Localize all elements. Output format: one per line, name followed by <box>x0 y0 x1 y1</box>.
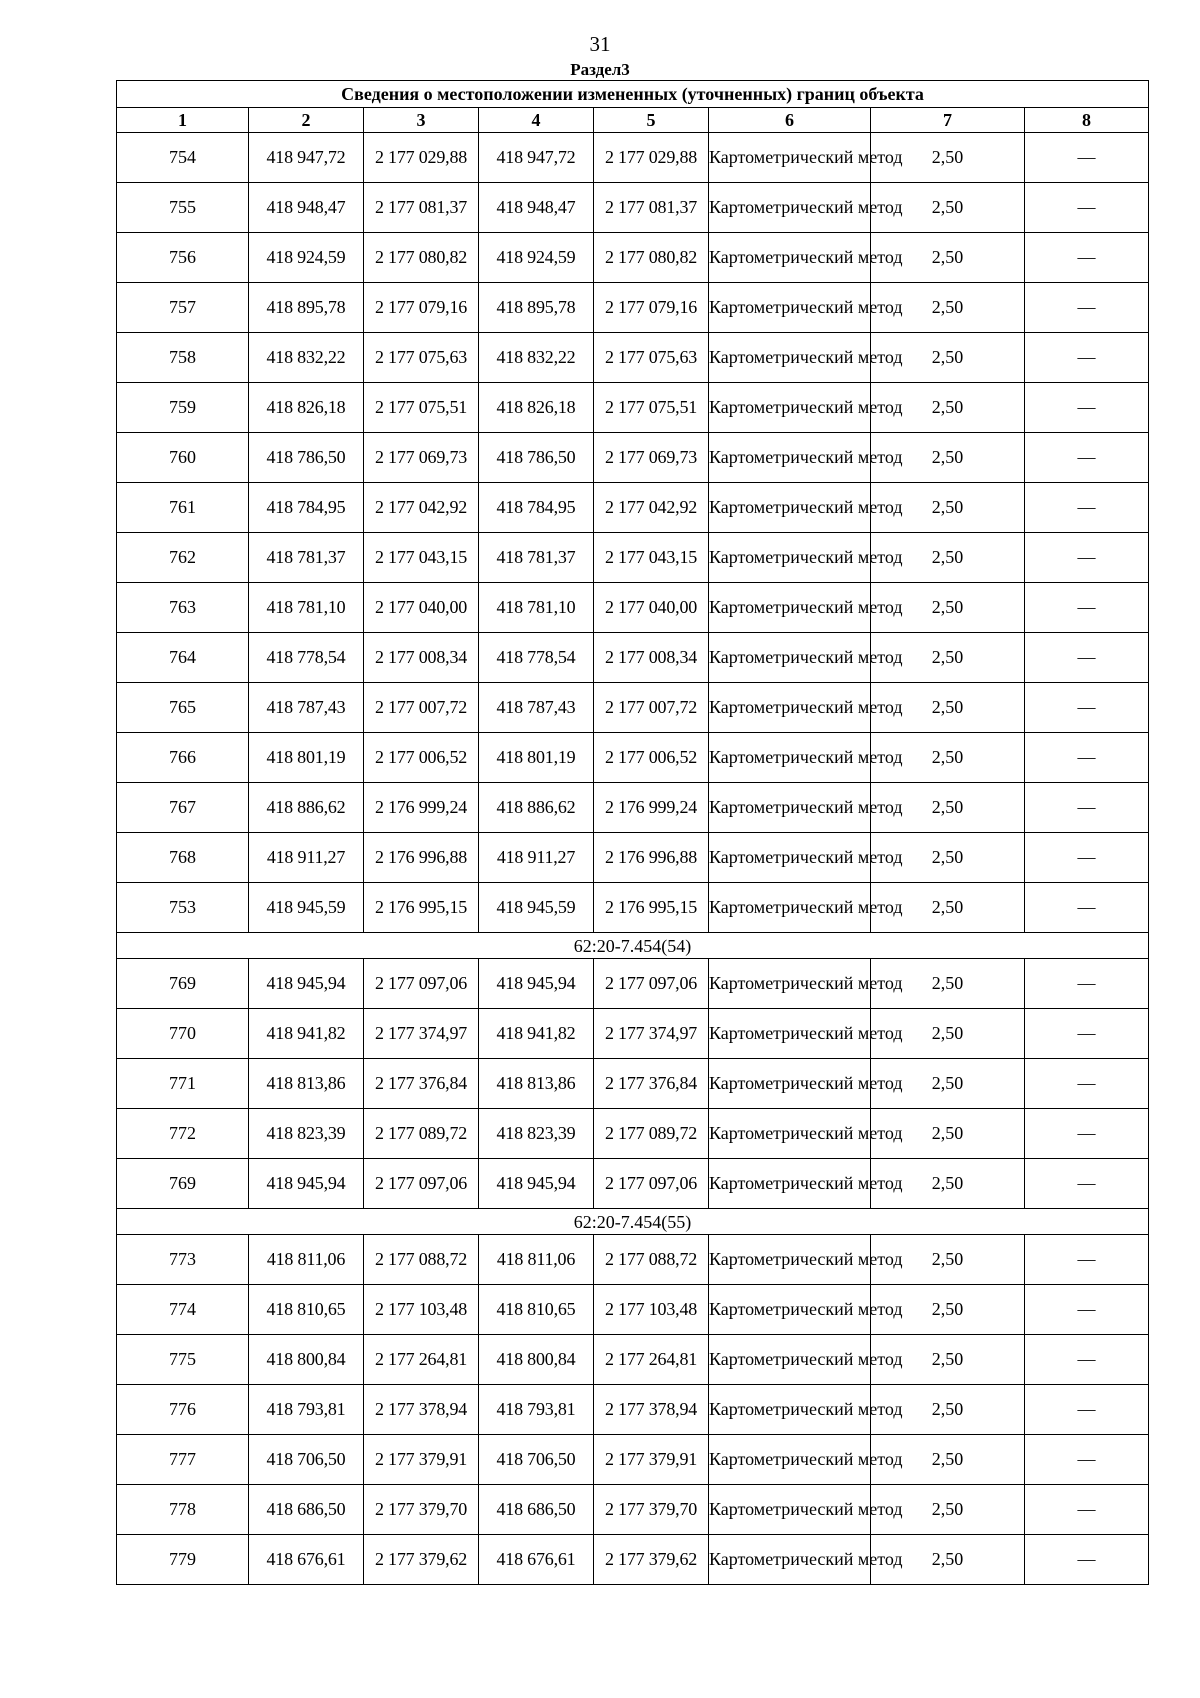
accuracy-cell: 2,50 <box>871 1009 1025 1059</box>
method-cell: Картометрический метод <box>709 883 871 933</box>
refined-x-cell: 418 793,81 <box>479 1385 594 1435</box>
refined-y-cell: 2 177 075,51 <box>594 383 709 433</box>
point-number-cell: 775 <box>117 1335 249 1385</box>
point-number-cell: 768 <box>117 833 249 883</box>
existing-y-cell: 2 177 379,70 <box>364 1485 479 1535</box>
existing-x-cell: 418 924,59 <box>249 233 364 283</box>
section-label: Раздел3 <box>570 60 630 79</box>
description-cell: — <box>1025 483 1149 533</box>
existing-y-cell: 2 177 075,63 <box>364 333 479 383</box>
method-cell: Картометрический метод <box>709 433 871 483</box>
refined-x-cell: 418 924,59 <box>479 233 594 283</box>
description-cell: — <box>1025 1285 1149 1335</box>
column-number: 1 <box>117 108 249 133</box>
refined-y-cell: 2 177 379,70 <box>594 1485 709 1535</box>
existing-y-cell: 2 176 996,88 <box>364 833 479 883</box>
refined-x-cell: 418 945,94 <box>479 959 594 1009</box>
refined-x-cell: 418 781,37 <box>479 533 594 583</box>
description-cell: — <box>1025 333 1149 383</box>
refined-x-cell: 418 676,61 <box>479 1535 594 1585</box>
table-row <box>117 533 1149 583</box>
accuracy-cell: 2,50 <box>871 483 1025 533</box>
table-row <box>117 883 1149 933</box>
accuracy-cell: 2,50 <box>871 533 1025 583</box>
refined-y-cell: 2 176 995,15 <box>594 883 709 933</box>
refined-x-cell: 418 947,72 <box>479 133 594 183</box>
refined-y-cell: 2 177 379,91 <box>594 1435 709 1485</box>
table-row <box>117 483 1149 533</box>
refined-x-cell: 418 832,22 <box>479 333 594 383</box>
description-cell: — <box>1025 733 1149 783</box>
description-cell: — <box>1025 1159 1149 1209</box>
table-body <box>117 133 1149 1585</box>
point-number-cell: 772 <box>117 1109 249 1159</box>
point-number-cell: 755 <box>117 183 249 233</box>
refined-y-cell: 2 177 042,92 <box>594 483 709 533</box>
method-cell: Картометрический метод <box>709 1159 871 1209</box>
refined-y-cell: 2 177 043,15 <box>594 533 709 583</box>
table-row <box>117 633 1149 683</box>
method-cell: Картометрический метод <box>709 1385 871 1435</box>
table-row <box>117 1485 1149 1535</box>
point-number-cell: 766 <box>117 733 249 783</box>
description-cell: — <box>1025 883 1149 933</box>
refined-x-cell: 418 895,78 <box>479 283 594 333</box>
existing-y-cell: 2 177 379,62 <box>364 1535 479 1585</box>
refined-x-cell: 418 778,54 <box>479 633 594 683</box>
existing-y-cell: 2 177 080,82 <box>364 233 479 283</box>
existing-x-cell: 418 781,10 <box>249 583 364 633</box>
group-label: 62:20-7.454(55) <box>117 1209 1149 1235</box>
table-row <box>117 833 1149 883</box>
refined-y-cell: 2 177 008,34 <box>594 633 709 683</box>
description-cell: — <box>1025 1109 1149 1159</box>
description-cell: — <box>1025 383 1149 433</box>
group-header-row <box>117 933 1149 959</box>
point-number-cell: 767 <box>117 783 249 833</box>
point-number-cell: 778 <box>117 1485 249 1535</box>
accuracy-cell: 2,50 <box>871 133 1025 183</box>
point-number-cell: 762 <box>117 533 249 583</box>
existing-y-cell: 2 177 040,00 <box>364 583 479 633</box>
point-number-cell: 753 <box>117 883 249 933</box>
accuracy-cell: 2,50 <box>871 583 1025 633</box>
accuracy-cell: 2,50 <box>871 833 1025 883</box>
existing-x-cell: 418 781,37 <box>249 533 364 583</box>
existing-y-cell: 2 177 264,81 <box>364 1335 479 1385</box>
column-number: 5 <box>594 108 709 133</box>
method-cell: Картометрический метод <box>709 383 871 433</box>
existing-y-cell: 2 177 006,52 <box>364 733 479 783</box>
table-row <box>117 133 1149 183</box>
accuracy-cell: 2,50 <box>871 183 1025 233</box>
existing-x-cell: 418 911,27 <box>249 833 364 883</box>
refined-y-cell: 2 177 069,73 <box>594 433 709 483</box>
table-title: Сведения о местоположении измененных (уточненных) границ объекта <box>117 81 1149 108</box>
method-cell: Картометрический метод <box>709 1059 871 1109</box>
accuracy-cell: 2,50 <box>871 1335 1025 1385</box>
point-number-cell: 760 <box>117 433 249 483</box>
method-cell: Картометрический метод <box>709 583 871 633</box>
refined-y-cell: 2 177 079,16 <box>594 283 709 333</box>
refined-y-cell: 2 177 075,63 <box>594 333 709 383</box>
refined-x-cell: 418 810,65 <box>479 1285 594 1335</box>
refined-x-cell: 418 945,94 <box>479 1159 594 1209</box>
method-cell: Картометрический метод <box>709 783 871 833</box>
accuracy-cell: 2,50 <box>871 333 1025 383</box>
existing-x-cell: 418 945,94 <box>249 959 364 1009</box>
existing-x-cell: 418 810,65 <box>249 1285 364 1335</box>
table-row <box>117 283 1149 333</box>
existing-y-cell: 2 176 995,15 <box>364 883 479 933</box>
point-number-cell: 773 <box>117 1235 249 1285</box>
refined-x-cell: 418 823,39 <box>479 1109 594 1159</box>
refined-y-cell: 2 177 264,81 <box>594 1335 709 1385</box>
existing-y-cell: 2 177 007,72 <box>364 683 479 733</box>
refined-y-cell: 2 177 097,06 <box>594 959 709 1009</box>
refined-x-cell: 418 786,50 <box>479 433 594 483</box>
existing-x-cell: 418 793,81 <box>249 1385 364 1435</box>
existing-x-cell: 418 947,72 <box>249 133 364 183</box>
refined-x-cell: 418 948,47 <box>479 183 594 233</box>
refined-x-cell: 418 945,59 <box>479 883 594 933</box>
method-cell: Картометрический метод <box>709 483 871 533</box>
point-number-cell: 779 <box>117 1535 249 1585</box>
table-row <box>117 783 1149 833</box>
point-number-cell: 756 <box>117 233 249 283</box>
existing-y-cell: 2 177 378,94 <box>364 1385 479 1435</box>
existing-x-cell: 418 706,50 <box>249 1435 364 1485</box>
point-number-cell: 769 <box>117 1159 249 1209</box>
description-cell: — <box>1025 683 1149 733</box>
refined-x-cell: 418 886,62 <box>479 783 594 833</box>
existing-x-cell: 418 948,47 <box>249 183 364 233</box>
existing-y-cell: 2 177 088,72 <box>364 1235 479 1285</box>
accuracy-cell: 2,50 <box>871 383 1025 433</box>
refined-x-cell: 418 941,82 <box>479 1009 594 1059</box>
table-row <box>117 733 1149 783</box>
existing-y-cell: 2 177 043,15 <box>364 533 479 583</box>
table-row <box>117 1059 1149 1109</box>
method-cell: Картометрический метод <box>709 183 871 233</box>
point-number-cell: 757 <box>117 283 249 333</box>
accuracy-cell: 2,50 <box>871 233 1025 283</box>
refined-y-cell: 2 177 081,37 <box>594 183 709 233</box>
refined-x-cell: 418 811,06 <box>479 1235 594 1285</box>
method-cell: Картометрический метод <box>709 733 871 783</box>
table-row <box>117 233 1149 283</box>
refined-y-cell: 2 177 006,52 <box>594 733 709 783</box>
accuracy-cell: 2,50 <box>871 733 1025 783</box>
page-number: 31 <box>589 32 611 56</box>
description-cell: — <box>1025 1385 1149 1435</box>
refined-x-cell: 418 686,50 <box>479 1485 594 1535</box>
method-cell: Картометрический метод <box>709 833 871 883</box>
description-cell: — <box>1025 1059 1149 1109</box>
method-cell: Картометрический метод <box>709 1009 871 1059</box>
accuracy-cell: 2,50 <box>871 1285 1025 1335</box>
refined-y-cell: 2 177 089,72 <box>594 1109 709 1159</box>
point-number-cell: 764 <box>117 633 249 683</box>
method-cell: Картометрический метод <box>709 1485 871 1535</box>
existing-x-cell: 418 676,61 <box>249 1535 364 1585</box>
method-cell: Картометрический метод <box>709 133 871 183</box>
existing-x-cell: 418 813,86 <box>249 1059 364 1109</box>
existing-y-cell: 2 177 374,97 <box>364 1009 479 1059</box>
table-row <box>117 1009 1149 1059</box>
refined-x-cell: 418 801,19 <box>479 733 594 783</box>
accuracy-cell: 2,50 <box>871 1485 1025 1535</box>
table-title-row <box>117 81 1149 108</box>
method-cell: Картометрический метод <box>709 533 871 583</box>
description-cell: — <box>1025 1435 1149 1485</box>
accuracy-cell: 2,50 <box>871 1109 1025 1159</box>
point-number-cell: 754 <box>117 133 249 183</box>
refined-y-cell: 2 177 103,48 <box>594 1285 709 1335</box>
existing-y-cell: 2 177 103,48 <box>364 1285 479 1335</box>
table-row <box>117 183 1149 233</box>
refined-y-cell: 2 177 040,00 <box>594 583 709 633</box>
refined-y-cell: 2 177 029,88 <box>594 133 709 183</box>
table-row <box>117 959 1149 1009</box>
table-row <box>117 1435 1149 1485</box>
description-cell: — <box>1025 1235 1149 1285</box>
accuracy-cell: 2,50 <box>871 1435 1025 1485</box>
existing-y-cell: 2 177 089,72 <box>364 1109 479 1159</box>
existing-y-cell: 2 177 029,88 <box>364 133 479 183</box>
existing-x-cell: 418 784,95 <box>249 483 364 533</box>
existing-x-cell: 418 832,22 <box>249 333 364 383</box>
description-cell: — <box>1025 1009 1149 1059</box>
method-cell: Картометрический метод <box>709 1535 871 1585</box>
method-cell: Картометрический метод <box>709 233 871 283</box>
refined-y-cell: 2 177 097,06 <box>594 1159 709 1209</box>
refined-x-cell: 418 787,43 <box>479 683 594 733</box>
refined-y-cell: 2 177 379,62 <box>594 1535 709 1585</box>
table-row <box>117 1235 1149 1285</box>
column-number: 2 <box>249 108 364 133</box>
existing-y-cell: 2 177 379,91 <box>364 1435 479 1485</box>
point-number-cell: 759 <box>117 383 249 433</box>
accuracy-cell: 2,50 <box>871 1385 1025 1435</box>
description-cell: — <box>1025 533 1149 583</box>
method-cell: Картометрический метод <box>709 1285 871 1335</box>
accuracy-cell: 2,50 <box>871 1159 1025 1209</box>
boundary-coordinates-table <box>116 80 1149 1585</box>
existing-y-cell: 2 177 097,06 <box>364 959 479 1009</box>
refined-y-cell: 2 177 376,84 <box>594 1059 709 1109</box>
table-row <box>117 433 1149 483</box>
existing-y-cell: 2 177 097,06 <box>364 1159 479 1209</box>
refined-y-cell: 2 177 378,94 <box>594 1385 709 1435</box>
point-number-cell: 761 <box>117 483 249 533</box>
existing-y-cell: 2 177 069,73 <box>364 433 479 483</box>
accuracy-cell: 2,50 <box>871 1535 1025 1585</box>
table-row <box>117 1285 1149 1335</box>
accuracy-cell: 2,50 <box>871 783 1025 833</box>
description-cell: — <box>1025 183 1149 233</box>
refined-x-cell: 418 826,18 <box>479 383 594 433</box>
existing-x-cell: 418 778,54 <box>249 633 364 683</box>
existing-x-cell: 418 941,82 <box>249 1009 364 1059</box>
method-cell: Картометрический метод <box>709 1435 871 1485</box>
existing-y-cell: 2 177 376,84 <box>364 1059 479 1109</box>
existing-y-cell: 2 177 075,51 <box>364 383 479 433</box>
accuracy-cell: 2,50 <box>871 883 1025 933</box>
method-cell: Картометрический метод <box>709 1235 871 1285</box>
column-number: 3 <box>364 108 479 133</box>
point-number-cell: 765 <box>117 683 249 733</box>
existing-y-cell: 2 177 081,37 <box>364 183 479 233</box>
existing-x-cell: 418 826,18 <box>249 383 364 433</box>
description-cell: — <box>1025 1335 1149 1385</box>
accuracy-cell: 2,50 <box>871 283 1025 333</box>
refined-y-cell: 2 177 080,82 <box>594 233 709 283</box>
point-number-cell: 758 <box>117 333 249 383</box>
table-row <box>117 1109 1149 1159</box>
point-number-cell: 771 <box>117 1059 249 1109</box>
accuracy-cell: 2,50 <box>871 433 1025 483</box>
description-cell: — <box>1025 1535 1149 1585</box>
refined-y-cell: 2 177 007,72 <box>594 683 709 733</box>
table-row <box>117 1159 1149 1209</box>
description-cell: — <box>1025 833 1149 883</box>
point-number-cell: 770 <box>117 1009 249 1059</box>
table-row <box>117 1535 1149 1585</box>
description-cell: — <box>1025 959 1149 1009</box>
existing-x-cell: 418 886,62 <box>249 783 364 833</box>
table-row <box>117 383 1149 433</box>
refined-x-cell: 418 781,10 <box>479 583 594 633</box>
existing-y-cell: 2 177 042,92 <box>364 483 479 533</box>
existing-x-cell: 418 800,84 <box>249 1335 364 1385</box>
method-cell: Картометрический метод <box>709 1335 871 1385</box>
accuracy-cell: 2,50 <box>871 1059 1025 1109</box>
existing-y-cell: 2 177 008,34 <box>364 633 479 683</box>
existing-x-cell: 418 945,59 <box>249 883 364 933</box>
point-number-cell: 777 <box>117 1435 249 1485</box>
group-label: 62:20-7.454(54) <box>117 933 1149 959</box>
existing-x-cell: 418 811,06 <box>249 1235 364 1285</box>
existing-x-cell: 418 945,94 <box>249 1159 364 1209</box>
accuracy-cell: 2,50 <box>871 633 1025 683</box>
description-cell: — <box>1025 133 1149 183</box>
method-cell: Картометрический метод <box>709 683 871 733</box>
table-row <box>117 583 1149 633</box>
description-cell: — <box>1025 283 1149 333</box>
existing-x-cell: 418 801,19 <box>249 733 364 783</box>
method-cell: Картометрический метод <box>709 1109 871 1159</box>
description-cell: — <box>1025 633 1149 683</box>
table-row <box>117 1385 1149 1435</box>
method-cell: Картометрический метод <box>709 633 871 683</box>
table-row <box>117 683 1149 733</box>
refined-x-cell: 418 800,84 <box>479 1335 594 1385</box>
refined-y-cell: 2 176 999,24 <box>594 783 709 833</box>
existing-x-cell: 418 823,39 <box>249 1109 364 1159</box>
point-number-cell: 776 <box>117 1385 249 1435</box>
refined-y-cell: 2 177 088,72 <box>594 1235 709 1285</box>
description-cell: — <box>1025 233 1149 283</box>
existing-x-cell: 418 786,50 <box>249 433 364 483</box>
accuracy-cell: 2,50 <box>871 1235 1025 1285</box>
accuracy-cell: 2,50 <box>871 959 1025 1009</box>
existing-x-cell: 418 895,78 <box>249 283 364 333</box>
point-number-cell: 763 <box>117 583 249 633</box>
method-cell: Картометрический метод <box>709 283 871 333</box>
column-number: 4 <box>479 108 594 133</box>
column-number: 7 <box>871 108 1025 133</box>
description-cell: — <box>1025 583 1149 633</box>
refined-x-cell: 418 784,95 <box>479 483 594 533</box>
column-number: 8 <box>1025 108 1149 133</box>
refined-x-cell: 418 706,50 <box>479 1435 594 1485</box>
description-cell: — <box>1025 433 1149 483</box>
method-cell: Картометрический метод <box>709 959 871 1009</box>
column-number-row <box>117 108 1149 133</box>
description-cell: — <box>1025 783 1149 833</box>
group-header-row <box>117 1209 1149 1235</box>
refined-y-cell: 2 176 996,88 <box>594 833 709 883</box>
existing-y-cell: 2 177 079,16 <box>364 283 479 333</box>
table-row <box>117 1335 1149 1385</box>
existing-x-cell: 418 686,50 <box>249 1485 364 1535</box>
accuracy-cell: 2,50 <box>871 683 1025 733</box>
table-row <box>117 333 1149 383</box>
refined-x-cell: 418 813,86 <box>479 1059 594 1109</box>
method-cell: Картометрический метод <box>709 333 871 383</box>
existing-y-cell: 2 176 999,24 <box>364 783 479 833</box>
description-cell: — <box>1025 1485 1149 1535</box>
refined-y-cell: 2 177 374,97 <box>594 1009 709 1059</box>
point-number-cell: 769 <box>117 959 249 1009</box>
refined-x-cell: 418 911,27 <box>479 833 594 883</box>
existing-x-cell: 418 787,43 <box>249 683 364 733</box>
point-number-cell: 774 <box>117 1285 249 1335</box>
column-number: 6 <box>709 108 871 133</box>
